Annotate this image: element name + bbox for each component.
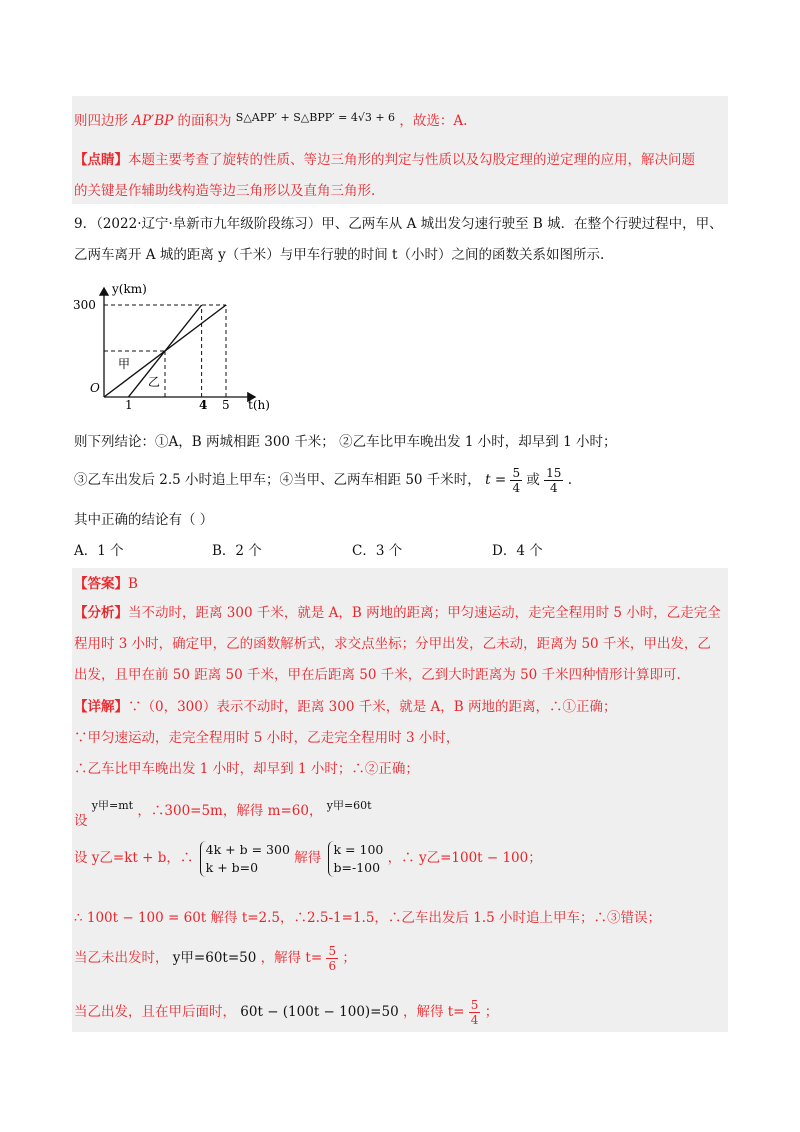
answer-line: 【答案】B — [74, 576, 138, 592]
conclusions-line-2: ③乙车出发后 2.5 小时追上甲车；④当甲、乙两车相距 50 千米时， t = $\frac{5}{4}$ 或 $\frac{15}{4}$ . — [74, 466, 573, 495]
origin-label: O — [90, 381, 100, 395]
conclusions-line-1: 则下列结论：①A，B 两城相距 300 千米； ②乙车比甲车晚出发 1 小时，却早到 1 小时； — [74, 434, 617, 450]
x-tick-1: 1 — [125, 398, 133, 412]
dianjing-line-2: 的关键是作辅助线构造等边三角形以及直角三角形. — [74, 183, 376, 199]
option-d: D．4 个 — [492, 543, 543, 559]
x-tick-4: 4 — [199, 398, 208, 412]
fraction-5-4-b: $\frac{5}{4}$ — [470, 998, 479, 1027]
y-tick-300: 300 — [73, 298, 96, 312]
detail-line-7: 当乙未出发时， y甲=60t=50 ，解得 t= $\frac{5}{6}$ ； — [74, 944, 356, 973]
analysis-line-3: 出发，且甲在前 50 距离 50 千米，甲在后距离 50 千米，乙到大时距离为 50 千米四种情形计算即可. — [74, 667, 681, 683]
conclusions-line-3: 其中正确的结论有（ ） — [74, 512, 214, 528]
equation-system-2: k = 100 b=-100 — [328, 841, 384, 877]
detail-line-4: 设 $^{y甲=mt}$ ，∴300=5m，解得 m=60， $^{y甲=60t}$ — [74, 799, 372, 829]
area-result-line: 则四边形 AP′BP 的面积为 $^{S\triangle APP' + S\triangle BPP' = 4√3 + 6}$ ，故选：A. — [74, 111, 468, 129]
detail-line-8: 当乙出发，且在甲后面时， 60t − (100t − 100)=50 ，解得 t= $\frac{5}{4}$ ； — [74, 998, 499, 1027]
equation-system-1: 4k + b = 300 k + b=0 — [200, 841, 290, 877]
x-axis-label: t(h) — [248, 398, 270, 412]
area-formula: S△APP′ + S△BPP′ = 4√3 + 6 — [235, 111, 396, 124]
distance-time-graph — [70, 282, 270, 417]
detail-line-3: ∴乙车比甲车晚出发 1 小时，却早到 1 小时；∴②正确； — [74, 761, 419, 777]
eq-y-jia-mt: y甲=mt — [91, 799, 134, 812]
dianjing-line-1: 【点睛】本题主要考查了旋转的性质、等边三角形的判定与性质以及勾股定理的逆定理的应用，解决问题 — [74, 152, 695, 168]
question-line-2: 乙两车离开 A 城的距离 y（千米）与甲车行驶的时间 t（小时）之间的函数关系如图所示. — [74, 247, 605, 263]
detail-line-2: ∵甲匀速运动，走完全程用时 5 小时，乙走完全程用时 3 小时， — [74, 730, 460, 746]
analysis-line-2: 程用时 3 小时，确定甲，乙的函数解析式，求交点坐标；分甲出发，乙未动，距离为 50 千米，甲出发，乙 — [74, 636, 711, 652]
analysis-line-1: 【分析】当不动时，距离 300 千米，就是 A，B 两地的距离；甲匀速运动，走完全程用时 5 小时，乙走完全 — [74, 605, 721, 621]
detail-line-6: ∴ 100t − 100 = 60t 解得 t=2.5，∴2.5-1=1.5，∴乙车出发后 1.5 小时追上甲车；∴③错误； — [74, 910, 661, 926]
question-line-1: 9．（2022·辽宁·阜新市九年级阶段练习）甲、乙两车从 A 城出发匀速行驶至 B 城．在整个行驶过程中，甲、 — [74, 216, 723, 232]
option-c: C．3 个 — [352, 543, 403, 559]
fraction-5-4: $\frac{5}{4}$ — [512, 466, 521, 495]
option-a: A．1 个 — [74, 543, 124, 559]
detail-line-1: 【详解】∵（0，300）表示不动时，距离 300 千米，就是 A，B 两地的距离，∴①正确； — [74, 699, 617, 715]
option-b: B．2 个 — [212, 543, 262, 559]
detail-line-5: 设 y乙=kt + b，∴ 4k + b = 300 k + b=0 解得 k = 100 b=-100 ，∴ y乙=100t − 100； — [74, 841, 542, 875]
fraction-15-4: $\frac{15}{4}$ — [546, 466, 562, 495]
label-jia: 甲 — [118, 357, 131, 371]
eq-y-jia-60t: y甲=60t — [326, 799, 372, 812]
label-yi: 乙 — [148, 375, 161, 389]
y-axis-label: y(km) — [112, 282, 147, 296]
x-tick-5: 5 — [222, 398, 230, 412]
fraction-5-6: $\frac{5}{6}$ — [328, 944, 337, 973]
